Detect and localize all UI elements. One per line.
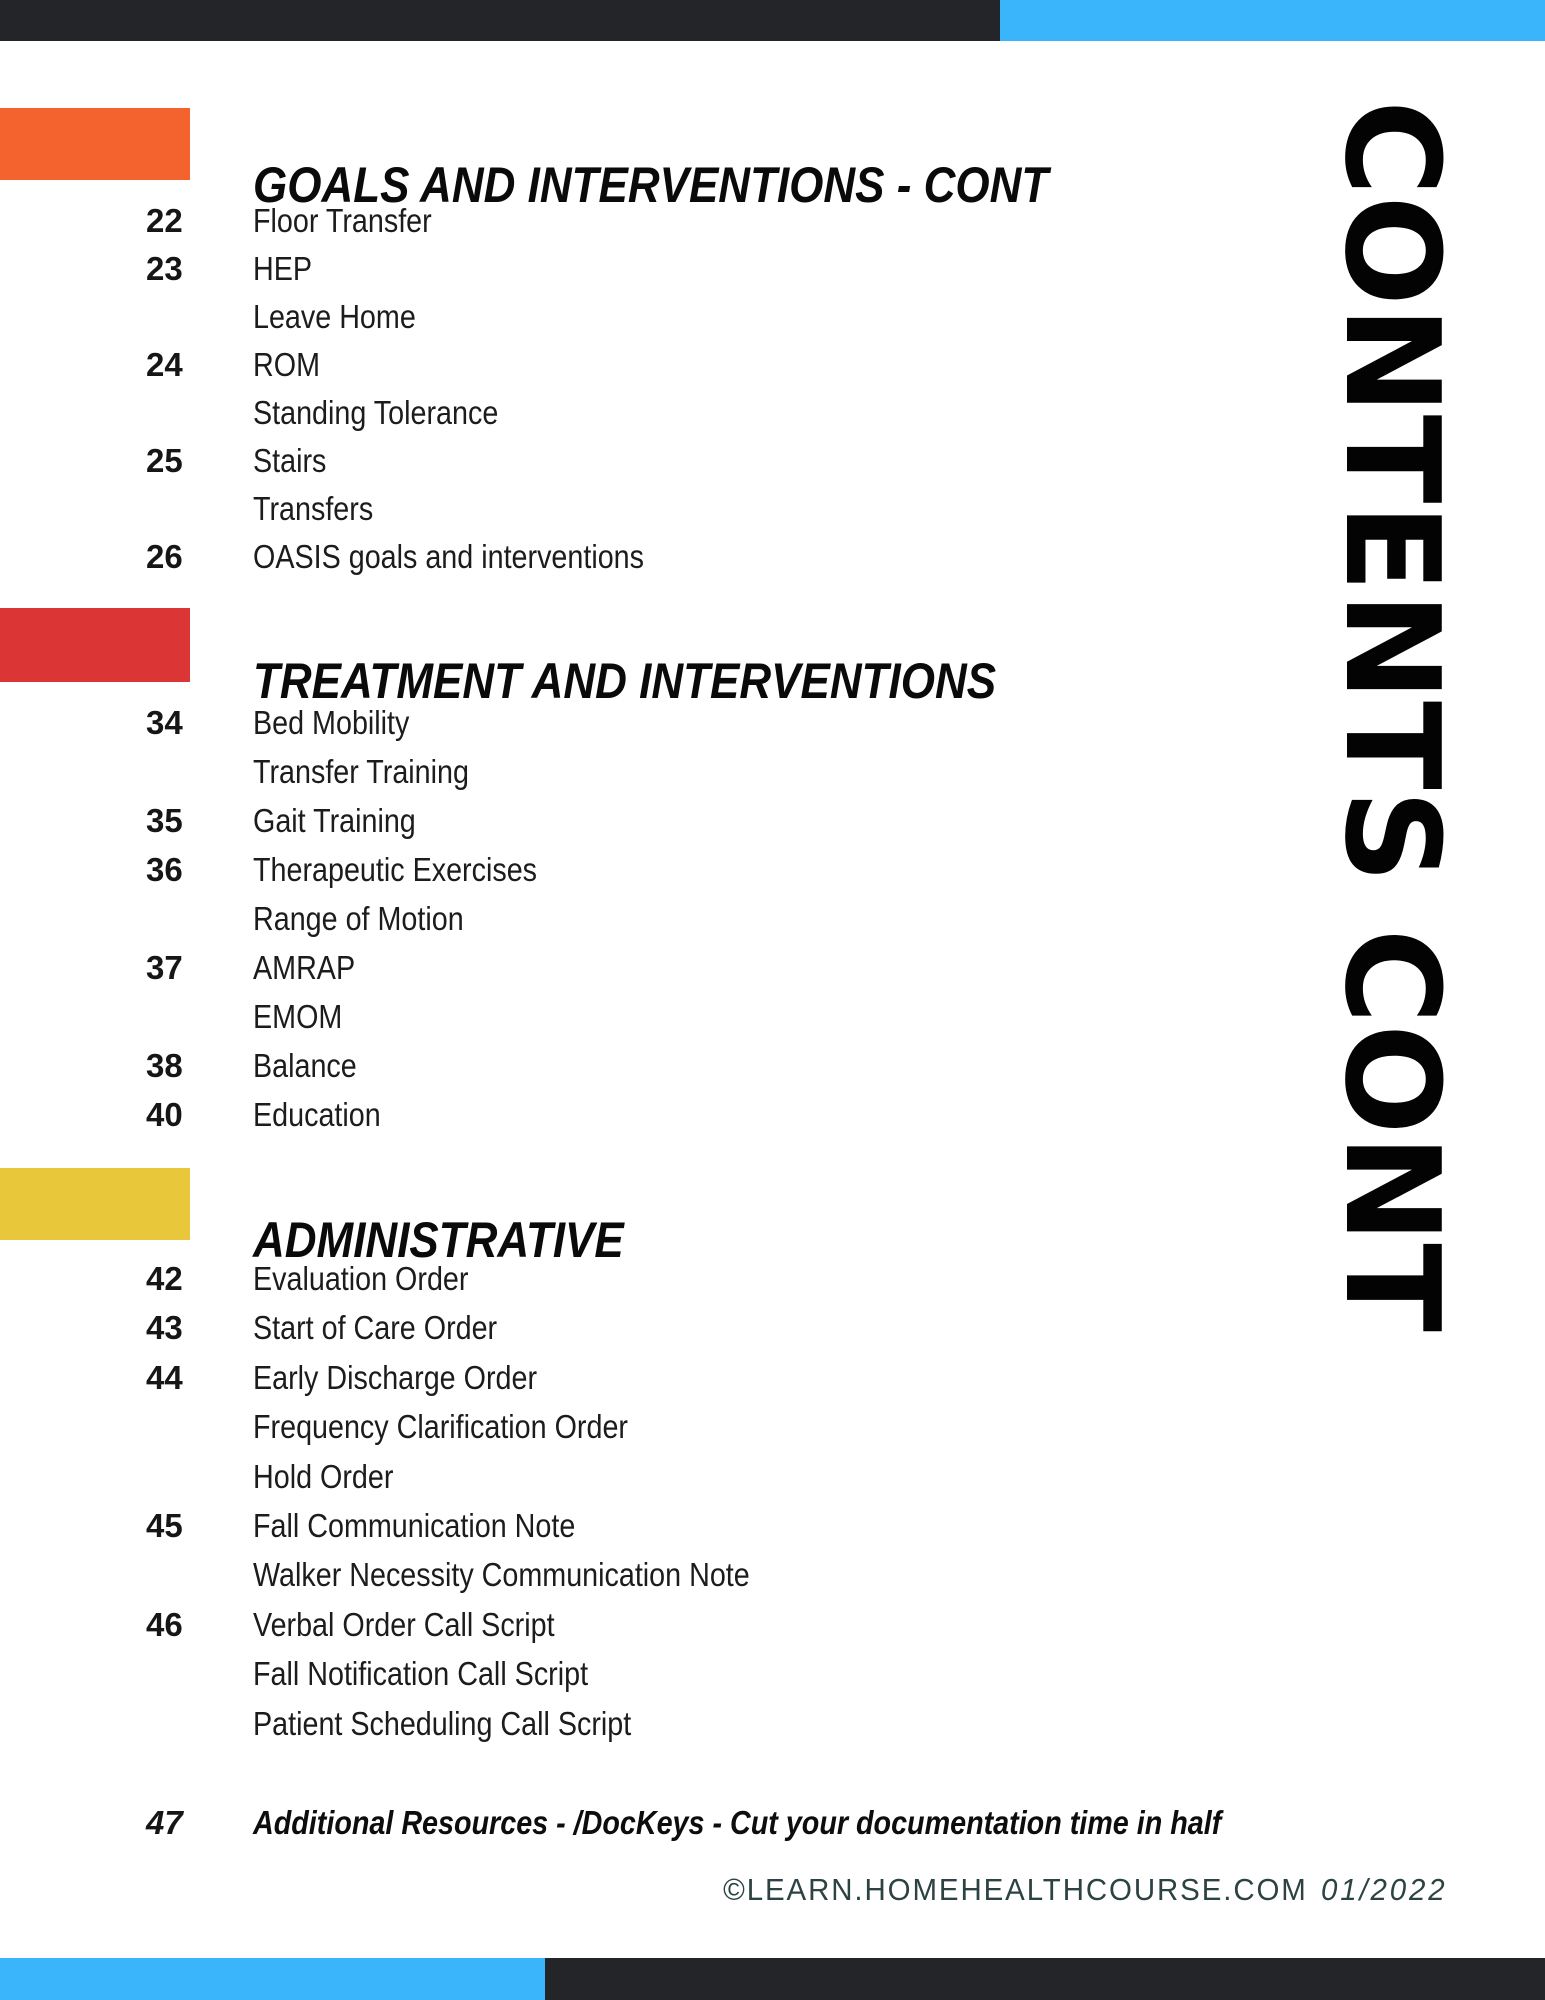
toc-page-number: 44 bbox=[146, 1358, 183, 1396]
toc-row bbox=[0, 204, 1100, 252]
toc-entry-label: Gait Training bbox=[253, 802, 416, 839]
section-heading-goals-text: GOALS AND INTERVENTIONS - CONT bbox=[253, 156, 1049, 213]
toc-row bbox=[0, 1558, 1100, 1607]
toc-page-number: 38 bbox=[146, 1047, 183, 1084]
toc-row bbox=[0, 300, 1100, 348]
vertical-page-title: CONTENTS CONT bbox=[1316, 100, 1468, 1332]
toc-page-number: 43 bbox=[146, 1309, 183, 1347]
toc-page-number: 35 bbox=[146, 802, 183, 839]
toc-entry-label: Leave Home bbox=[253, 298, 416, 335]
section-heading-treatment bbox=[253, 652, 1097, 709]
toc-page-number: 47 bbox=[146, 1804, 183, 1841]
toc-page-number: 26 bbox=[146, 538, 183, 575]
toc-page-number: 42 bbox=[146, 1260, 183, 1297]
toc-entry-label: AMRAP bbox=[253, 949, 356, 986]
top-bar-blue bbox=[1000, 0, 1545, 41]
toc-row bbox=[0, 1049, 1100, 1098]
section-heading-administrative-text: ADMINISTRATIVE bbox=[253, 1211, 624, 1268]
toc-row bbox=[0, 902, 1100, 951]
toc-page-number: 25 bbox=[146, 442, 183, 479]
toc-row bbox=[0, 1358, 1100, 1410]
accent-rect-yellow bbox=[0, 1168, 190, 1240]
toc-entry-label: Standing Tolerance bbox=[253, 394, 499, 431]
bottom-bar-blue bbox=[0, 1958, 545, 2000]
toc-row bbox=[0, 1000, 1100, 1049]
toc-row bbox=[0, 1410, 1100, 1459]
toc-entry-label: Therapeutic Exercises bbox=[253, 851, 538, 888]
toc-entry-label: Evaluation Order bbox=[253, 1260, 469, 1297]
toc-row bbox=[0, 1262, 1100, 1311]
toc-entry-label: HEP bbox=[253, 250, 313, 287]
toc-row bbox=[0, 1311, 1100, 1360]
toc-page-number: 37 bbox=[146, 949, 183, 986]
toc-entry-label: Verbal Order Call Script bbox=[253, 1605, 555, 1643]
additional-resources-label: Additional Resources - /DocKeys - Cut your documentation time in half bbox=[253, 1804, 1222, 1841]
toc-row bbox=[0, 1506, 1100, 1558]
toc-entry-label: Transfer Training bbox=[253, 753, 469, 790]
toc-entry-label: Walker Necessity Communication Note bbox=[253, 1556, 750, 1594]
toc-page-number: 45 bbox=[146, 1506, 183, 1544]
toc-row bbox=[0, 444, 1100, 492]
section-heading-treatment-text: TREATMENT AND INTERVENTIONS bbox=[253, 652, 997, 709]
toc-entry-label: Range of Motion bbox=[253, 900, 464, 937]
additional-resources-row bbox=[0, 1806, 1446, 1841]
accent-rect-orange bbox=[0, 108, 190, 180]
toc-page-number: 24 bbox=[146, 346, 183, 383]
footer-copyright: ©LEARN.HOMEHEALTHCOURSE.COM bbox=[722, 1872, 1308, 1907]
toc-page-number: 34 bbox=[146, 704, 183, 741]
toc-page-number: 23 bbox=[146, 250, 183, 287]
toc-entry-label: Transfers bbox=[253, 490, 374, 527]
toc-entry-label: Fall Communication Note bbox=[253, 1506, 576, 1544]
toc-row bbox=[0, 348, 1100, 396]
toc-row bbox=[0, 1098, 1100, 1147]
toc-list-administrative bbox=[0, 1262, 1100, 1756]
top-bar-dark bbox=[0, 0, 1000, 41]
toc-entry-label: Fall Notification Call Script bbox=[253, 1655, 589, 1693]
toc-entry-label: Bed Mobility bbox=[253, 704, 410, 741]
toc-entry-label: Floor Transfer bbox=[253, 202, 432, 239]
toc-row bbox=[0, 1457, 1100, 1509]
toc-row bbox=[0, 1605, 1100, 1657]
toc-row bbox=[0, 252, 1100, 300]
toc-row bbox=[0, 492, 1100, 540]
toc-row bbox=[0, 706, 1100, 755]
toc-list-treatment bbox=[0, 706, 1100, 1147]
toc-row bbox=[0, 951, 1100, 1000]
toc-row bbox=[0, 1657, 1100, 1706]
toc-row bbox=[0, 396, 1100, 444]
toc-entry-label: ROM bbox=[253, 346, 320, 383]
toc-row bbox=[0, 804, 1100, 853]
toc-entry-label: Balance bbox=[253, 1047, 357, 1084]
toc-row bbox=[0, 853, 1100, 902]
toc-page-number: 46 bbox=[146, 1605, 183, 1643]
toc-entry-label: Early Discharge Order bbox=[253, 1358, 538, 1396]
bottom-bar-dark bbox=[545, 1958, 1545, 2000]
toc-row bbox=[0, 1704, 1100, 1756]
toc-entry-label: OASIS goals and interventions bbox=[253, 538, 645, 575]
toc-row bbox=[0, 540, 1100, 588]
toc-entry-label: Patient Scheduling Call Script bbox=[253, 1704, 632, 1742]
toc-list-goals bbox=[0, 204, 1100, 588]
accent-rect-red bbox=[0, 608, 190, 682]
toc-page-number: 22 bbox=[146, 202, 183, 239]
toc-entry-label: Start of Care Order bbox=[253, 1309, 498, 1347]
toc-entry-label: EMOM bbox=[253, 998, 343, 1035]
toc-entry-label: Hold Order bbox=[253, 1457, 394, 1495]
toc-page-number: 40 bbox=[146, 1096, 183, 1133]
footer-date: 01/2022 bbox=[1320, 1872, 1447, 1907]
toc-page-number: 36 bbox=[146, 851, 183, 888]
toc-entry-label: Education bbox=[253, 1096, 381, 1133]
toc-entry-label: Stairs bbox=[253, 442, 327, 479]
toc-row bbox=[0, 755, 1100, 804]
toc-entry-label: Frequency Clarification Order bbox=[253, 1408, 628, 1446]
footer bbox=[723, 1874, 1447, 1907]
section-heading-administrative bbox=[253, 1211, 674, 1268]
